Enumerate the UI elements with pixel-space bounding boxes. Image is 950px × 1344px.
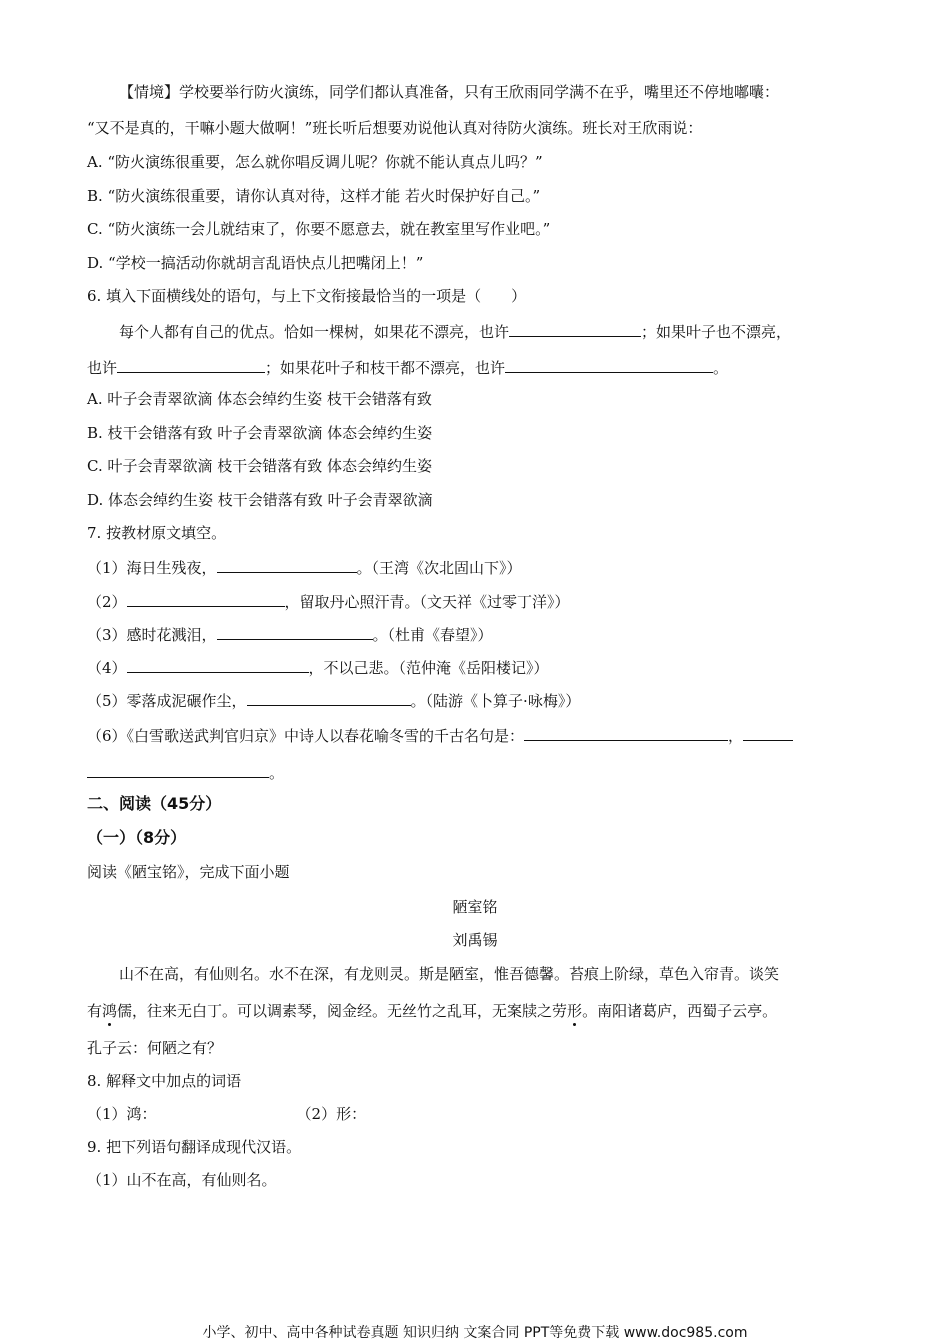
- footer-banner: 小学、初中、高中各种试卷真题 知识归纳 文案合同 PPT等免费下载 www.doc985.com: [202, 1325, 748, 1341]
- q7-item-4-pre: （4）: [87, 659, 127, 677]
- poem-line-2-c: 。南阳诸葛庐，西蜀子云亭。: [582, 1002, 778, 1020]
- section-subtitle: （一）（8分）: [87, 828, 187, 847]
- q7-blank-4[interactable]: [127, 657, 309, 673]
- scenario-option-b: B. “防火演练很重要，请你认真对待，这样才能 若火时保护好自己。”: [87, 187, 541, 205]
- q7-item-6-mid: ，: [728, 727, 744, 745]
- poem-line-2: [87, 1001, 777, 1021]
- q6-option-c: C. 叶子会青翠欲滴 枝干会错落有致 体态会绰约生姿: [87, 457, 433, 475]
- section-title: 二、阅读（45分）: [87, 794, 222, 813]
- scenario-line-2: “又不是真的，干嘛小题大做啊！”班长听后想要劝说他认真对待防火演练。班长对王欣雨说：: [87, 119, 703, 137]
- poem-line-3: 孔子云：何陋之有？: [87, 1039, 223, 1057]
- q7-item-3: [87, 624, 493, 645]
- q7-item-2-post: ，留取丹心照汗青。（文天祥《过零丁洋》）: [284, 593, 570, 611]
- q7-item-6-cont: [87, 762, 284, 783]
- q7-item-1-post: 。（王湾《次北固山下》）: [356, 559, 522, 577]
- poem-author: 刘禹锡: [452, 931, 498, 949]
- q8-answers: [87, 1104, 366, 1124]
- q7-item-1: [87, 557, 522, 578]
- q6-blank-2[interactable]: [117, 357, 265, 373]
- poem-line-1: 山不在高，有仙则名。水不在深，有龙则灵。斯是陋室，惟吾德馨。苔痕上阶绿，草色入帘青。谈笑: [119, 965, 780, 983]
- scenario-option-d: D. “学校一搞活动你就胡言乱语快点儿把嘴闭上！”: [87, 254, 424, 272]
- q9-item-1: （1）山不在高，有仙则名。: [87, 1171, 277, 1189]
- q7-stem: 7. 按教材原文填空。: [87, 524, 227, 542]
- q7-blank-1[interactable]: [217, 557, 357, 573]
- scenario-line-1: 【情境】学校要举行防火演练，同学们都认真准备，只有王欣雨同学满不在乎，嘴里还不停地嘟囔：: [119, 83, 780, 101]
- q7-item-3-post: 。（杜甫《春望》）: [372, 626, 493, 644]
- q6-passage-line-1: [119, 321, 791, 342]
- q7-item-6-pre: （6）《白雪歌送武判官归京》中诗人以春花喻冬雪的千古名句是：: [87, 727, 525, 745]
- q7-blank-7[interactable]: [743, 725, 793, 741]
- q6-text-2: ；如果叶子也不漂亮，: [641, 323, 792, 341]
- poem-line-2-b: 儒，往来无白丁。可以调素琴，阅金经。无丝竹之乱耳，无案牍之劳: [117, 1002, 568, 1020]
- q7-blank-5[interactable]: [247, 690, 411, 706]
- q6-blank-3[interactable]: [505, 357, 713, 373]
- q6-text-4: ；如果花叶子和枝干都不漂亮，也许: [265, 359, 506, 377]
- q6-stem: 6. 填入下面横线处的语句，与上下文衔接最恰当的一项是（ ）: [87, 287, 527, 305]
- q7-item-3-pre: （3）感时花溅泪，: [87, 626, 217, 644]
- q7-blank-2[interactable]: [127, 591, 285, 607]
- q7-item-4-post: ，不以己悲。（范仲淹《岳阳楼记》）: [308, 659, 549, 677]
- q7-item-5-pre: （5）零落成泥碾作尘，: [87, 692, 247, 710]
- q6-option-a: A. 叶子会青翠欲滴 体态会绰约生姿 枝干会错落有致: [87, 390, 432, 408]
- q6-text-5: 。: [713, 359, 729, 377]
- q7-item-1-pre: （1）海日生残夜，: [87, 559, 217, 577]
- q7-blank-6[interactable]: [524, 725, 728, 741]
- q6-option-b: B. 枝干会错落有致 叶子会青翠欲滴 体态会绰约生姿: [87, 424, 433, 442]
- dotted-word-hong: 鸿: [102, 1002, 118, 1020]
- q7-item-2-pre: （2）: [87, 593, 127, 611]
- q7-item-5: [87, 690, 580, 711]
- q8-item-2: （2）形：: [296, 1105, 367, 1123]
- q6-passage-line-2: [87, 357, 728, 378]
- reading-intro: 阅读《陋宝铭》，完成下面小题: [87, 863, 290, 881]
- q7-item-6-end: 。: [269, 764, 285, 782]
- q8-stem: 8. 解释文中加点的词语: [87, 1072, 242, 1090]
- dotted-word-xing: 形: [567, 1002, 583, 1020]
- q6-blank-1[interactable]: [509, 321, 641, 337]
- q7-blank-3[interactable]: [217, 624, 373, 640]
- q7-item-6: [87, 725, 793, 746]
- q7-item-2: [87, 591, 570, 612]
- q6-option-d: D. 体态会绰约生姿 枝干会错落有致 叶子会青翠欲滴: [87, 491, 433, 509]
- poem-title: 陋室铭: [452, 898, 498, 916]
- poem-line-2-a: 有: [87, 1002, 103, 1020]
- q7-item-5-post: 。（陆游《卜算子·咏梅》）: [410, 692, 581, 710]
- scenario-option-c: C. “防火演练一会儿就结束了，你要不愿意去，就在教室里写作业吧。”: [87, 220, 551, 238]
- q7-blank-8[interactable]: [87, 762, 269, 778]
- q7-item-4: [87, 657, 549, 678]
- q9-stem: 9. 把下列语句翻译成现代汉语。: [87, 1138, 302, 1156]
- q6-text-3: 也许: [87, 359, 118, 377]
- q8-item-1: （1）鸿：: [87, 1105, 157, 1123]
- scenario-option-a: A. “防火演练很重要，怎么就你唱反调儿呢？你就不能认真点儿吗？”: [87, 153, 543, 171]
- q6-text-1: 每个人都有自己的优点。恰如一棵树，如果花不漂亮，也许: [119, 323, 510, 341]
